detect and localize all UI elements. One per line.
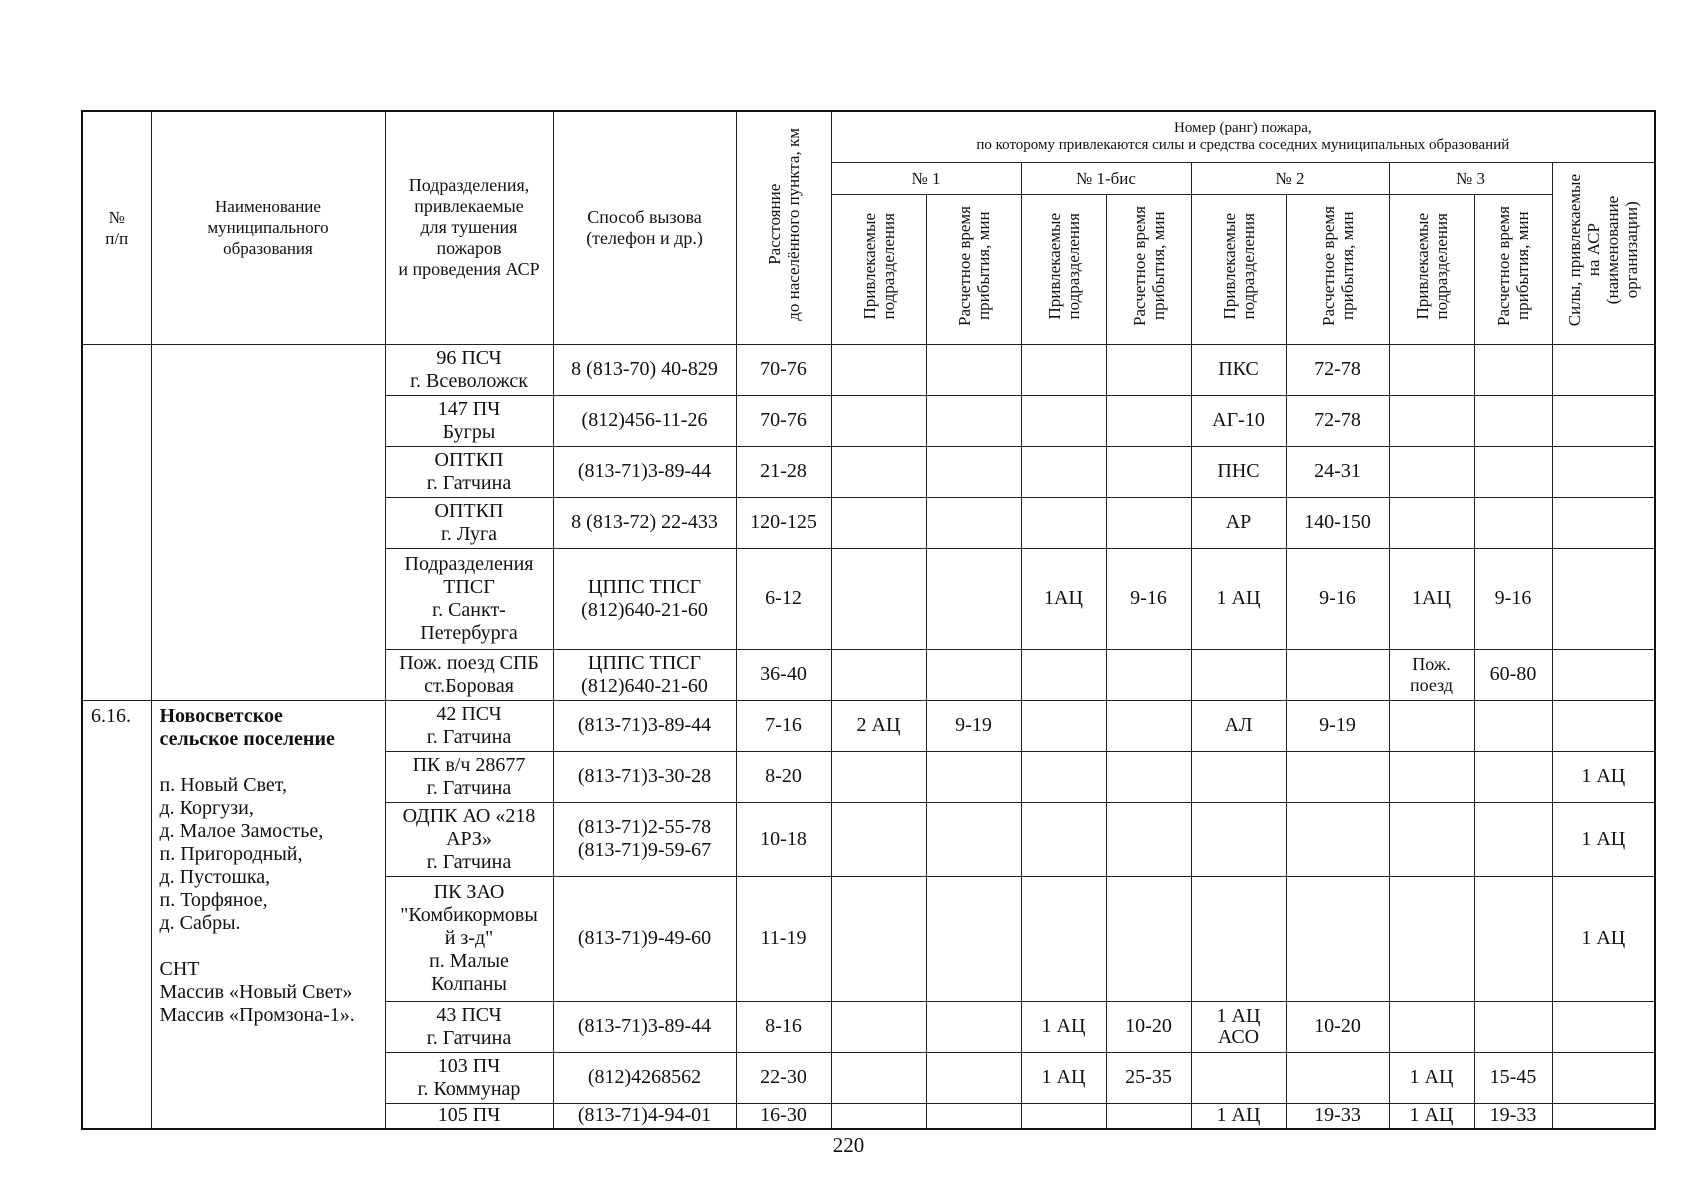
call-method-cell: (813-71)3-30-28: [553, 751, 736, 802]
header-col-distance: Расстояние до населённого пункта, км: [736, 111, 831, 344]
rank-cell-r3u: [1389, 497, 1474, 548]
rank-cell-r2u: 1 АЦ: [1191, 548, 1286, 649]
header-col-asr-forces: Силы, привлекаемые на АСР (наименование организации): [1552, 162, 1655, 344]
rank-cell-r1bu: [1021, 446, 1106, 497]
unit-cell: 147 ПЧ Бугры: [385, 395, 553, 446]
rank-cell-r1u: [831, 649, 926, 700]
asr-forces-cell: [1552, 446, 1655, 497]
unit-cell: ОДПК АО «218 АРЗ» г. Гатчина: [385, 802, 553, 876]
rank-cell-r3t: [1474, 497, 1552, 548]
rank-cell-r2t: [1286, 802, 1389, 876]
row-number-cell-empty: [82, 344, 151, 700]
header-rank-1bis-time: Расчетное время прибытия, мин: [1106, 194, 1191, 344]
call-method-cell: (813-71)3-89-44: [553, 446, 736, 497]
rank-cell-r3t: 19-33: [1474, 1103, 1552, 1129]
distance-cell: 70-76: [736, 344, 831, 395]
asr-forces-cell: 1 АЦ: [1552, 876, 1655, 1001]
header-col-number: № п/п: [82, 111, 151, 344]
asr-forces-cell: [1552, 1001, 1655, 1052]
rank-cell-r2t: 9-19: [1286, 700, 1389, 751]
rank-cell-r1t: [926, 548, 1021, 649]
rank-cell-r3t: [1474, 395, 1552, 446]
rank-cell-r3u: 1АЦ: [1389, 548, 1474, 649]
unit-cell: Пож. поезд СПБ ст.Боровая: [385, 649, 553, 700]
distance-cell: 8-16: [736, 1001, 831, 1052]
rank-cell-r1bt: [1106, 802, 1191, 876]
municipality-settlements: п. Новый Свет, д. Коргузи, д. Малое Замостье, п. Пригородный, д. Пустошка, п. Торфяное, д. Сабры.: [159, 773, 324, 934]
rank-cell-r1bu: 1АЦ: [1021, 548, 1106, 649]
distance-cell: 16-30: [736, 1103, 831, 1129]
rank-cell-r1bu: [1021, 649, 1106, 700]
rank-cell-r3t: 15-45: [1474, 1052, 1552, 1103]
rank-cell-r3u: [1389, 446, 1474, 497]
distance-cell: 6-12: [736, 548, 831, 649]
rank-cell-r1bt: 9-16: [1106, 548, 1191, 649]
asr-forces-cell: [1552, 548, 1655, 649]
rank-cell-r1bu: 1 АЦ: [1021, 1001, 1106, 1052]
rank-cell-r1u: 2 АЦ: [831, 700, 926, 751]
fire-forces-table: [81, 110, 1656, 1130]
header-fire-rank-title: Номер (ранг) пожара, по которому привлекаются силы и средства соседних муниципальных образований: [831, 111, 1655, 162]
distance-cell: 21-28: [736, 446, 831, 497]
municipality-snt: СНТ Массив «Новый Свет» Массив «Промзона-1».: [159, 957, 355, 1026]
rank-cell-r1u: [831, 876, 926, 1001]
rank-cell-r3t: 60-80: [1474, 649, 1552, 700]
rank-cell-r2u: АГ-10: [1191, 395, 1286, 446]
rank-cell-r1bu: [1021, 751, 1106, 802]
rank-cell-r1bt: 10-20: [1106, 1001, 1191, 1052]
header-rank-1: № 1: [831, 162, 1021, 194]
call-method-cell: (812)4268562: [553, 1052, 736, 1103]
rank-cell-r3t: 9-16: [1474, 548, 1552, 649]
header-rank-3-time: Расчетное время прибытия, мин: [1474, 194, 1552, 344]
distance-cell: 8-20: [736, 751, 831, 802]
rank-cell-r2u: АЛ: [1191, 700, 1286, 751]
rank-cell-r1u: [831, 1052, 926, 1103]
unit-cell: ОПТКП г. Луга: [385, 497, 553, 548]
rank-cell-r1t: [926, 497, 1021, 548]
rank-cell-r3t: [1474, 1001, 1552, 1052]
rank-cell-r1u: [831, 1103, 926, 1129]
rank-cell-r2u: [1191, 802, 1286, 876]
distance-cell: 7-16: [736, 700, 831, 751]
asr-forces-cell: [1552, 344, 1655, 395]
rank-cell-r2t: [1286, 1052, 1389, 1103]
call-method-cell: (813-71)3-89-44: [553, 1001, 736, 1052]
rank-cell-r1t: [926, 751, 1021, 802]
call-method-cell: (813-71)3-89-44: [553, 700, 736, 751]
rank-cell-r3u: [1389, 700, 1474, 751]
call-method-cell: (813-71)2-55-78 (813-71)9-59-67: [553, 802, 736, 876]
distance-cell: 11-19: [736, 876, 831, 1001]
rank-cell-r2t: [1286, 751, 1389, 802]
call-method-cell: (812)456-11-26: [553, 395, 736, 446]
call-method-cell: ЦППС ТПСГ (812)640-21-60: [553, 649, 736, 700]
rank-cell-r3u: Пож. поезд: [1389, 649, 1474, 700]
header-rank-2-time: Расчетное время прибытия, мин: [1286, 194, 1389, 344]
rank-cell-r1u: [831, 395, 926, 446]
rank-cell-r1t: [926, 802, 1021, 876]
rank-cell-r2u: 1 АЦ АСО: [1191, 1001, 1286, 1052]
rank-cell-r3u: [1389, 344, 1474, 395]
rank-cell-r1bt: [1106, 446, 1191, 497]
unit-cell: ОПТКП г. Гатчина: [385, 446, 553, 497]
rank-cell-r1bt: [1106, 649, 1191, 700]
header-rank-1bis: № 1-бис: [1021, 162, 1191, 194]
asr-forces-cell: [1552, 700, 1655, 751]
unit-cell: 42 ПСЧ г. Гатчина: [385, 700, 553, 751]
rank-cell-r2t: 140-150: [1286, 497, 1389, 548]
rank-cell-r3t: [1474, 876, 1552, 1001]
rank-cell-r1bu: 1 АЦ: [1021, 1052, 1106, 1103]
distance-cell: 70-76: [736, 395, 831, 446]
municipality-cell-empty: [151, 344, 385, 700]
header-col-units: Подразделения, привлекаемые для тушения пожаров и проведения АСР: [385, 111, 553, 344]
table-row: [82, 700, 1655, 751]
rank-cell-r1t: [926, 395, 1021, 446]
rank-cell-r2t: 24-31: [1286, 446, 1389, 497]
rank-cell-r1u: [831, 344, 926, 395]
rank-cell-r1t: [926, 876, 1021, 1001]
municipality-title: Новосветское сельское поселение: [159, 704, 335, 750]
municipality-number: 6.16.: [82, 700, 151, 1129]
rank-cell-r1u: [831, 1001, 926, 1052]
rank-cell-r2t: [1286, 876, 1389, 1001]
asr-forces-cell: 1 АЦ: [1552, 802, 1655, 876]
table-row: [82, 344, 1655, 395]
distance-cell: 120-125: [736, 497, 831, 548]
rank-cell-r1bu: [1021, 876, 1106, 1001]
rank-cell-r2u: 1 АЦ: [1191, 1103, 1286, 1129]
call-method-cell: (813-71)9-49-60: [553, 876, 736, 1001]
unit-cell: 103 ПЧ г. Коммунар: [385, 1052, 553, 1103]
asr-forces-cell: [1552, 1052, 1655, 1103]
asr-forces-cell: [1552, 395, 1655, 446]
rank-cell-r3t: [1474, 700, 1552, 751]
rank-cell-r1bt: [1106, 700, 1191, 751]
call-method-cell: 8 (813-72) 22-433: [553, 497, 736, 548]
rank-cell-r1t: [926, 344, 1021, 395]
rank-cell-r1u: [831, 497, 926, 548]
rank-cell-r1t: [926, 446, 1021, 497]
rank-cell-r3t: [1474, 751, 1552, 802]
rank-cell-r3u: [1389, 751, 1474, 802]
unit-cell: 96 ПСЧ г. Всеволожск: [385, 344, 553, 395]
rank-cell-r1bt: [1106, 876, 1191, 1001]
rank-cell-r2u: ПКС: [1191, 344, 1286, 395]
rank-cell-r3u: 1 АЦ: [1389, 1103, 1474, 1129]
asr-forces-cell: [1552, 649, 1655, 700]
rank-cell-r2t: [1286, 649, 1389, 700]
call-method-cell: (813-71)4-94-01: [553, 1103, 736, 1129]
rank-cell-r1t: [926, 1001, 1021, 1052]
page-number: 220: [832, 1133, 865, 1157]
unit-cell: 43 ПСЧ г. Гатчина: [385, 1001, 553, 1052]
rank-cell-r1bu: [1021, 497, 1106, 548]
header-rank-1-time: Расчетное время прибытия, мин: [926, 194, 1021, 344]
call-method-cell: 8 (813-70) 40-829: [553, 344, 736, 395]
rank-cell-r1bt: [1106, 751, 1191, 802]
rank-cell-r3u: [1389, 802, 1474, 876]
rank-cell-r3t: [1474, 344, 1552, 395]
header-rank-2-units: Привлекаемые подразделения: [1191, 194, 1286, 344]
rank-cell-r1bu: [1021, 802, 1106, 876]
header-col-municipality: Наименование муниципального образования: [151, 111, 385, 344]
header-rank-1-units: Привлекаемые подразделения: [831, 194, 926, 344]
rank-cell-r1u: [831, 548, 926, 649]
rank-cell-r2u: АР: [1191, 497, 1286, 548]
rank-cell-r1t: 9-19: [926, 700, 1021, 751]
rank-cell-r2t: 19-33: [1286, 1103, 1389, 1129]
rank-cell-r1u: [831, 446, 926, 497]
header-rank-3: № 3: [1389, 162, 1552, 194]
rank-cell-r1t: [926, 649, 1021, 700]
rank-cell-r1t: [926, 1103, 1021, 1129]
header-rank-2: № 2: [1191, 162, 1389, 194]
rank-cell-r1bu: [1021, 395, 1106, 446]
rank-cell-r1bt: 25-35: [1106, 1052, 1191, 1103]
header-col-call-method: Способ вызова (телефон и др.): [553, 111, 736, 344]
distance-cell: 36-40: [736, 649, 831, 700]
rank-cell-r2u: [1191, 876, 1286, 1001]
rank-cell-r1bt: [1106, 1103, 1191, 1129]
header-rank-1bis-units: Привлекаемые подразделения: [1021, 194, 1106, 344]
unit-cell: Подразделения ТПСГ г. Санкт- Петербурга: [385, 548, 553, 649]
rank-cell-r3t: [1474, 802, 1552, 876]
distance-cell: 10-18: [736, 802, 831, 876]
rank-cell-r3u: 1 АЦ: [1389, 1052, 1474, 1103]
rank-cell-r2u: ПНС: [1191, 446, 1286, 497]
header-rank-3-units: Привлекаемые подразделения: [1389, 194, 1474, 344]
rank-cell-r2t: 9-16: [1286, 548, 1389, 649]
municipality-cell: [151, 700, 385, 1129]
unit-cell: ПК в/ч 28677 г. Гатчина: [385, 751, 553, 802]
distance-cell: 22-30: [736, 1052, 831, 1103]
asr-forces-cell: [1552, 497, 1655, 548]
rank-cell-r1bt: [1106, 497, 1191, 548]
asr-forces-cell: [1552, 1103, 1655, 1129]
rank-cell-r3u: [1389, 395, 1474, 446]
rank-cell-r1t: [926, 1052, 1021, 1103]
rank-cell-r2t: 10-20: [1286, 1001, 1389, 1052]
rank-cell-r1bu: [1021, 1103, 1106, 1129]
rank-cell-r2t: 72-78: [1286, 344, 1389, 395]
unit-cell: ПК ЗАО "Комбикормовы й з-д" п. Малые Колпаны: [385, 876, 553, 1001]
rank-cell-r2u: [1191, 751, 1286, 802]
rank-cell-r1u: [831, 802, 926, 876]
rank-cell-r2u: [1191, 1052, 1286, 1103]
rank-cell-r2u: [1191, 649, 1286, 700]
rank-cell-r1bt: [1106, 395, 1191, 446]
asr-forces-cell: 1 АЦ: [1552, 751, 1655, 802]
rank-cell-r3u: [1389, 1001, 1474, 1052]
rank-cell-r1u: [831, 751, 926, 802]
rank-cell-r1bt: [1106, 344, 1191, 395]
rank-cell-r1bu: [1021, 700, 1106, 751]
rank-cell-r3t: [1474, 446, 1552, 497]
rank-cell-r1bu: [1021, 344, 1106, 395]
rank-cell-r2t: 72-78: [1286, 395, 1389, 446]
call-method-cell: ЦППС ТПСГ (812)640-21-60: [553, 548, 736, 649]
unit-cell: 105 ПЧ: [385, 1103, 553, 1129]
rank-cell-r3u: [1389, 876, 1474, 1001]
